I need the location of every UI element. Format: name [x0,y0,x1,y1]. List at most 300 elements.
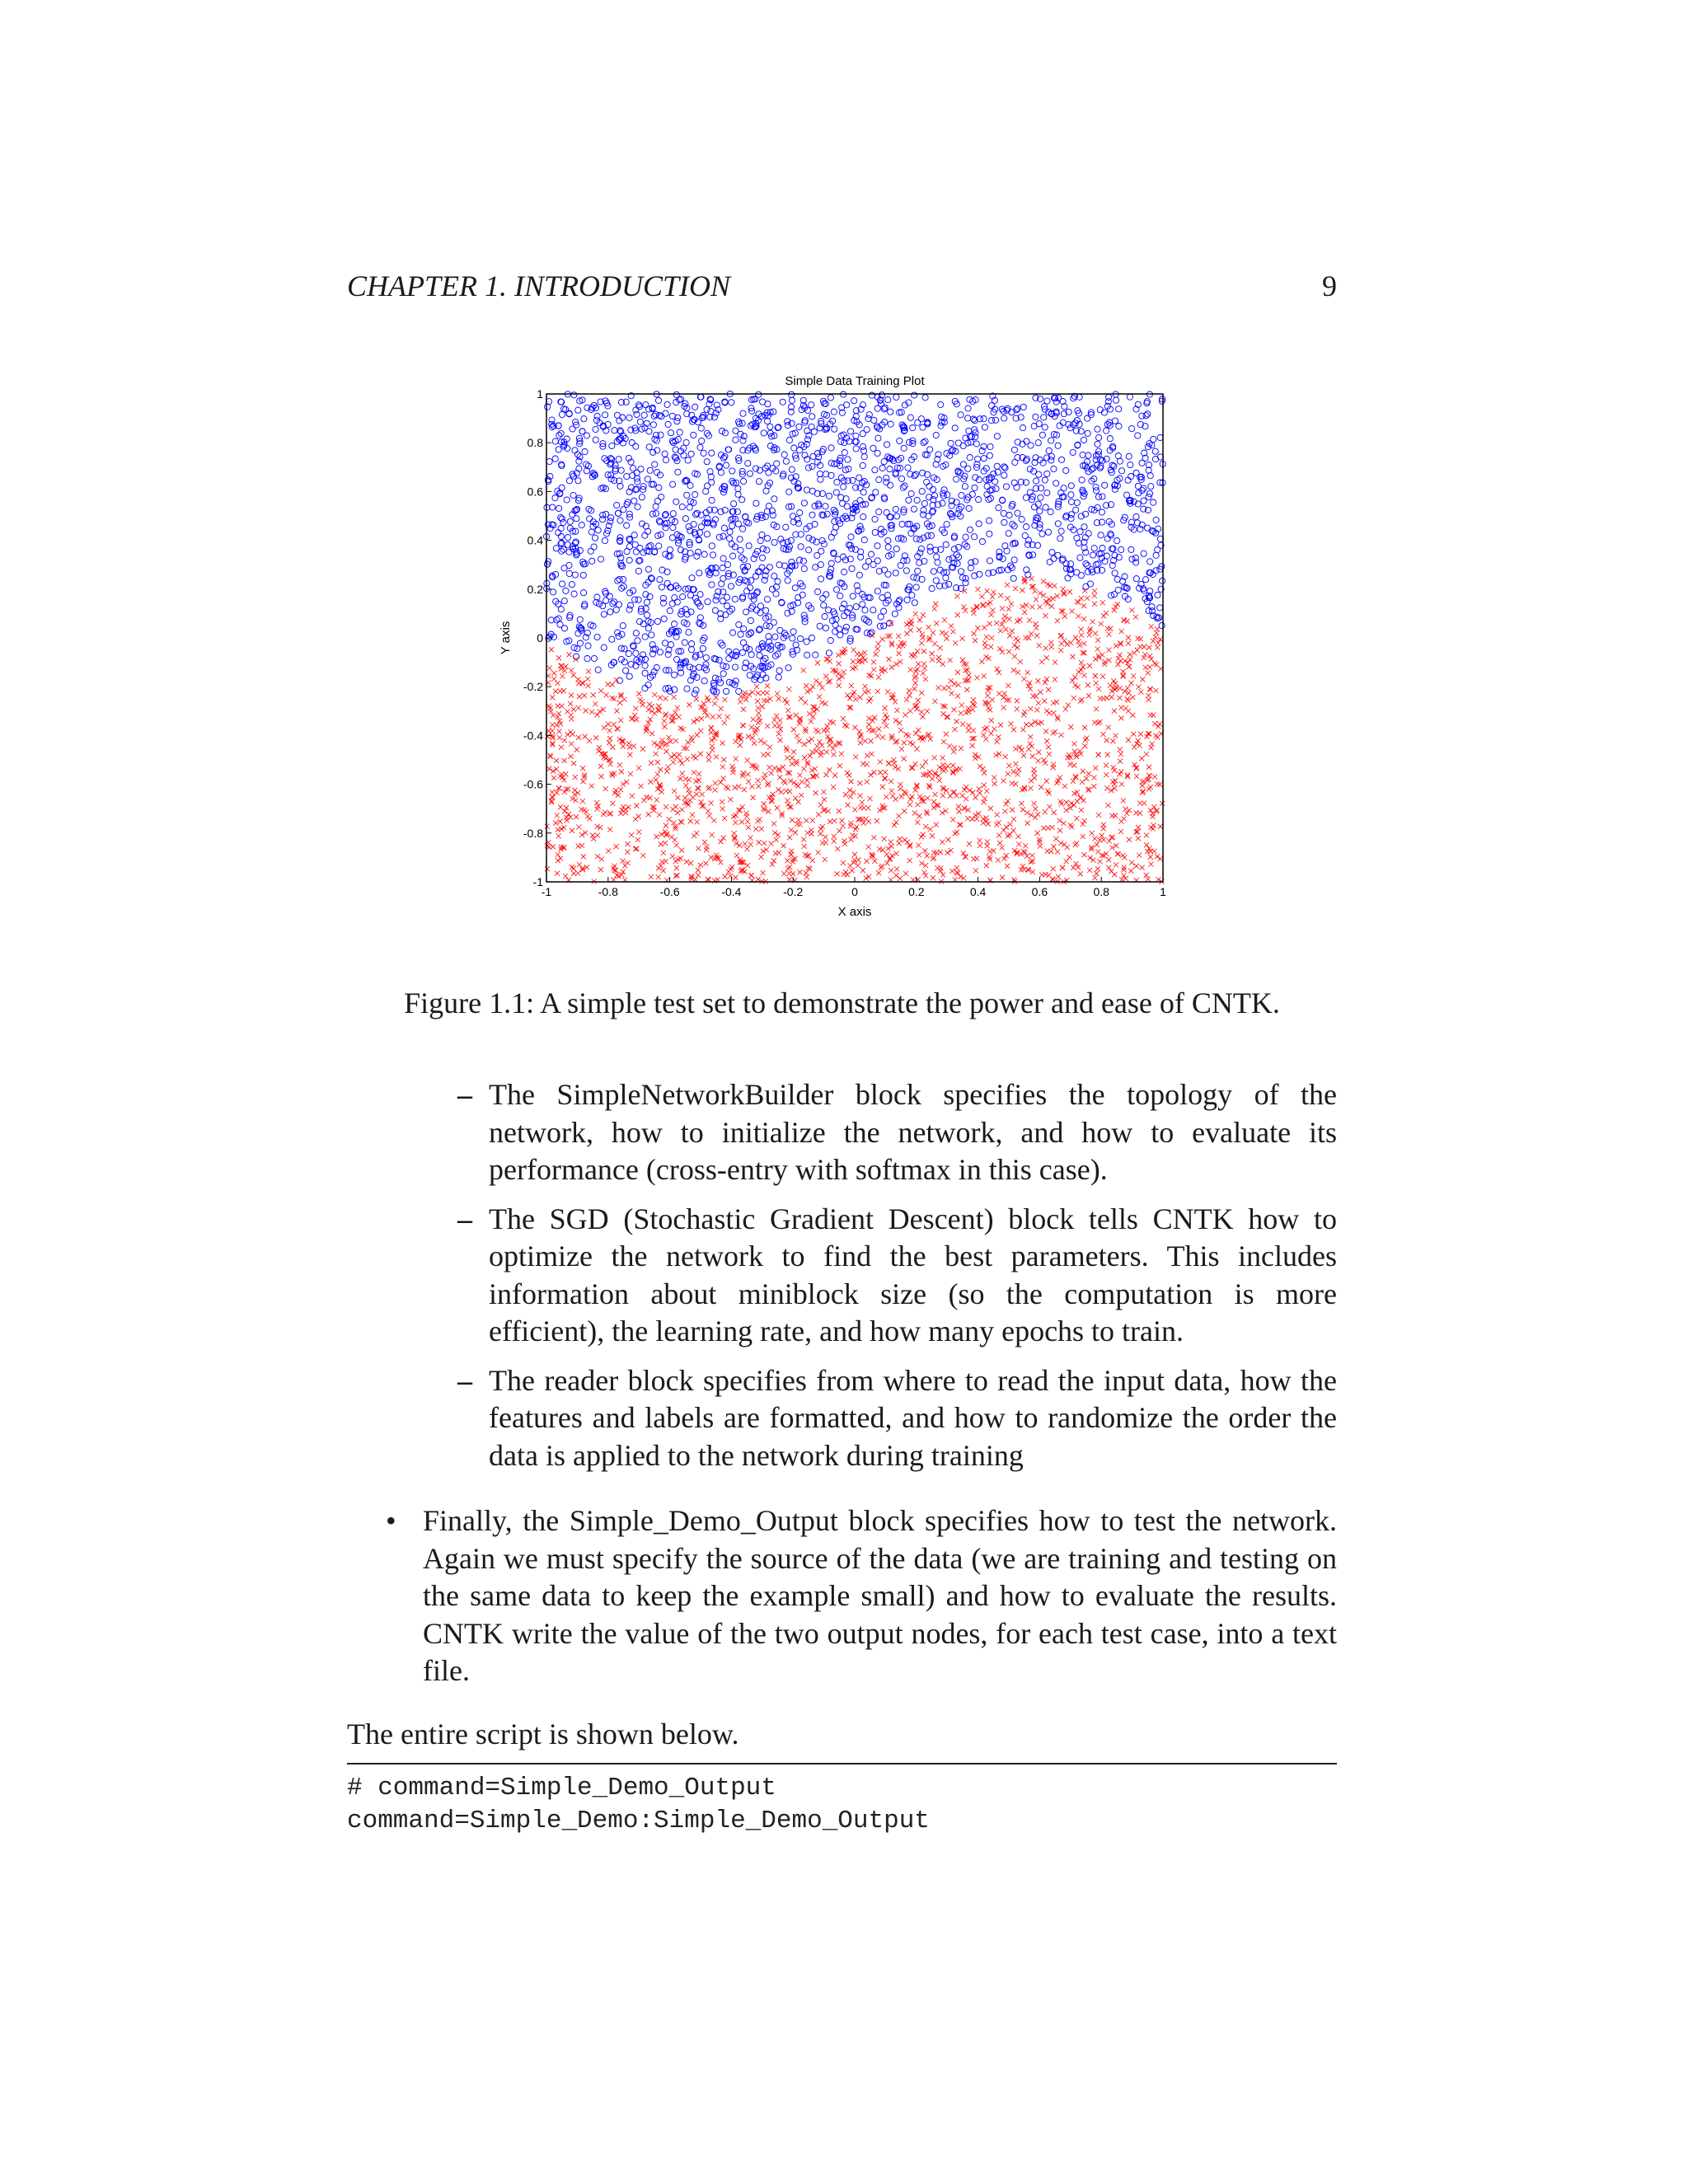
data-point-circle [569,582,574,588]
data-point-cross [925,795,930,800]
data-point-circle [821,541,827,547]
data-point-cross [884,852,889,857]
data-point-cross [805,831,810,836]
data-point-cross [738,733,743,738]
data-point-cross [1038,690,1043,695]
data-point-cross [1068,724,1073,729]
data-point-cross [656,865,661,870]
data-point-cross [894,866,899,871]
data-point-circle [607,609,613,615]
data-point-circle [1042,424,1048,430]
data-point-circle [757,603,763,609]
data-point-cross [932,755,937,760]
data-point-cross [757,715,762,720]
data-point-cross [1121,799,1126,804]
data-point-cross [648,795,653,800]
data-point-cross [858,740,863,745]
data-point-cross [570,828,574,833]
data-point-circle [724,462,729,468]
data-point-circle [1129,556,1135,562]
data-point-cross [942,617,947,622]
data-point-cross [799,793,804,798]
data-point-circle [1074,569,1080,575]
data-point-cross [932,641,937,646]
data-point-circle [556,530,561,536]
data-point-circle [828,472,834,478]
data-point-cross [876,727,881,732]
data-point-cross [682,795,687,800]
data-point-circle [1124,492,1130,498]
data-point-cross [865,753,870,758]
data-point-circle [687,593,693,598]
data-point-circle [796,424,802,429]
data-point-circle [1046,448,1052,453]
data-point-cross [794,782,799,787]
data-point-circle [703,489,709,494]
data-point-cross [1123,876,1128,881]
data-point-cross [1081,641,1086,646]
data-point-cross [566,812,571,817]
data-point-circle [595,667,601,673]
data-point-cross [771,821,776,826]
data-point-cross [1106,857,1111,862]
data-point-circle [989,403,995,409]
data-point-cross [696,868,701,873]
data-point-circle [958,569,964,574]
data-point-cross [897,651,902,656]
data-point-circle [635,638,640,644]
data-point-circle [720,671,726,677]
data-point-cross [1134,810,1139,815]
data-point-cross [956,682,961,687]
data-point-cross [1081,834,1085,839]
data-point-cross [992,590,996,595]
data-point-circle [637,419,643,424]
data-point-circle [642,656,648,662]
data-point-cross [1011,769,1016,774]
data-point-cross [1048,849,1053,854]
data-point-cross [1013,586,1018,591]
data-point-circle [672,595,678,601]
data-point-circle [765,536,771,541]
data-point-cross [1155,735,1160,740]
data-point-cross [842,841,847,846]
data-point-circle [564,497,570,503]
data-point-circle [1081,437,1086,443]
data-point-circle [745,461,751,466]
data-point-cross [848,794,853,799]
data-point-circle [631,466,636,471]
data-point-cross [875,689,880,694]
data-point-circle [885,544,891,550]
data-point-cross [1037,837,1042,842]
data-point-cross [1015,638,1020,643]
data-point-circle [556,447,561,452]
data-point-circle [732,596,738,602]
data-point-circle [765,401,771,407]
data-point-circle [635,479,640,485]
data-point-cross [669,835,674,840]
data-point-cross [872,715,877,720]
data-point-circle [684,492,690,498]
data-point-circle [763,488,769,494]
data-point-cross [852,725,857,730]
data-point-cross [917,627,921,632]
data-point-cross [1001,778,1006,783]
data-point-circle [1001,472,1007,478]
data-point-cross [1092,602,1097,607]
data-point-cross [1074,816,1079,821]
data-point-cross [692,719,696,724]
data-point-circle [869,392,874,398]
data-point-circle [818,561,823,567]
data-point-cross [1077,643,1082,648]
data-point-cross [687,791,692,796]
data-point-circle [591,544,597,550]
data-point-cross [1100,653,1104,658]
data-point-circle [1153,568,1159,574]
data-point-cross [1055,618,1060,623]
data-point-cross [1081,798,1086,803]
data-point-cross [726,869,731,874]
data-point-cross [571,673,576,677]
data-point-cross [898,728,903,733]
data-point-cross [928,827,933,832]
data-point-cross [1113,681,1118,686]
data-point-circle [994,463,1000,469]
data-point-cross [978,843,982,848]
data-point-cross [1009,602,1014,607]
data-point-cross [1030,754,1035,759]
data-point-circle [1068,571,1074,577]
data-point-cross [748,836,753,841]
data-point-cross [678,726,683,731]
data-point-cross [766,752,771,757]
data-point-cross [562,790,567,794]
data-point-cross [1019,801,1024,806]
data-point-cross [1078,795,1083,800]
data-point-cross [949,678,954,683]
data-point-circle [697,444,703,450]
data-point-cross [931,630,935,635]
data-point-cross [659,841,663,846]
data-point-cross [682,746,687,751]
data-point-cross [904,631,909,636]
data-point-circle [874,588,880,594]
chapter-title: CHAPTER 1. INTRODUCTION [347,269,731,302]
data-point-circle [924,479,930,485]
data-point-cross [1146,671,1151,676]
data-point-cross [1016,767,1021,772]
data-point-cross [1110,738,1115,743]
data-point-circle [842,628,848,634]
data-point-circle [921,500,927,506]
data-point-cross [812,709,817,714]
data-point-cross [602,725,607,730]
data-point-circle [664,401,670,407]
data-point-circle [1146,494,1151,499]
data-point-circle [655,397,661,403]
data-point-cross [815,729,820,734]
data-point-circle [878,614,884,620]
data-point-cross [866,845,871,850]
data-point-circle [898,563,903,569]
data-point-circle [1014,485,1020,490]
figure-caption: Figure 1.1: A simple test set to demonstrate the power and ease of CNTK. [404,987,1280,1019]
data-point-cross [696,846,701,851]
data-point-circle [875,435,881,441]
data-point-circle [552,438,558,444]
data-point-circle [1005,405,1010,411]
y-tick-label: -1 [532,875,543,888]
data-point-circle [616,457,621,462]
data-point-circle [731,501,737,507]
data-point-cross [1039,873,1044,878]
data-point-circle [601,644,607,650]
data-point-cross [1017,745,1022,750]
data-point-circle [708,474,714,480]
data-point-cross [1104,738,1109,743]
data-point-cross [568,815,573,820]
data-point-cross [889,779,893,784]
data-point-circle [907,439,912,445]
data-point-cross [567,652,572,657]
data-point-cross [1129,607,1134,612]
data-point-cross [921,649,926,654]
data-point-cross [1005,864,1010,869]
data-point-cross [989,612,994,617]
data-point-circle [670,525,676,531]
data-point-cross [1047,597,1052,602]
data-point-circle [877,623,883,629]
data-point-cross [1158,637,1163,642]
data-point-cross [663,804,668,809]
data-point-circle [809,512,815,518]
data-point-circle [1085,415,1090,421]
data-point-cross [760,704,765,709]
page-number: 9 [1322,269,1337,302]
data-point-cross [827,767,832,772]
data-point-circle [885,571,891,577]
data-point-circle [806,547,812,553]
data-point-circle [954,476,959,482]
data-point-cross [738,743,743,748]
data-point-cross [883,776,888,781]
data-point-cross [1097,837,1102,842]
data-point-cross [582,693,587,698]
data-point-cross [1060,865,1065,870]
data-point-cross [907,688,912,693]
data-point-cross [636,691,641,696]
data-point-circle [844,402,850,408]
data-point-cross [1029,631,1034,636]
x-tick-label: 0.8 [1093,885,1109,898]
data-point-cross [1094,681,1099,686]
data-point-cross [988,644,993,649]
data-point-circle [814,552,820,558]
data-point-circle [572,448,578,453]
data-point-cross [636,766,641,771]
data-point-cross [1052,583,1057,588]
data-point-cross [714,754,719,759]
data-point-cross [978,790,982,795]
data-point-circle [593,535,598,541]
data-point-cross [599,857,604,862]
data-point-cross [1107,839,1112,844]
data-point-circle [853,485,859,490]
data-point-circle [1096,434,1102,440]
data-point-circle [965,415,971,421]
data-point-cross [1033,621,1038,626]
data-point-circle [893,471,898,477]
data-point-cross [994,621,999,626]
data-point-cross [742,693,747,698]
data-point-cross [1106,803,1111,808]
data-point-circle [709,450,715,456]
data-point-cross [769,771,774,776]
data-point-cross [677,752,682,757]
data-point-cross [757,818,762,823]
data-point-circle [739,497,745,503]
data-point-circle [693,687,699,693]
data-point-circle [735,485,741,491]
data-point-cross [688,860,693,865]
data-point-cross [654,777,659,782]
data-point-circle [801,566,807,572]
data-point-circle [681,452,687,458]
data-point-cross [983,737,988,742]
data-point-circle [593,437,598,443]
data-point-cross [1093,766,1098,771]
data-point-cross [625,850,630,855]
data-point-cross [1002,614,1007,619]
data-point-cross [1002,691,1007,696]
data-point-circle [853,446,859,452]
data-point-cross [1146,645,1151,650]
data-point-cross [945,764,950,769]
data-point-cross [573,775,578,780]
data-point-circle [849,565,855,571]
data-point-cross [1080,780,1085,785]
data-point-cross [1003,754,1008,759]
data-point-cross [1133,615,1138,620]
data-point-cross [913,674,918,679]
data-point-cross [700,792,705,797]
data-point-cross [621,859,626,864]
data-point-cross [785,701,790,705]
data-point-cross [785,866,790,871]
data-point-cross [1051,762,1056,767]
data-point-circle [1090,552,1096,558]
data-point-circle [633,650,639,656]
data-point-cross [1136,825,1141,830]
x-ticks [542,877,1166,898]
data-point-cross [1094,706,1099,711]
data-point-cross [1006,607,1011,612]
data-point-circle [832,518,837,524]
data-point-cross [576,735,581,740]
data-point-circle [566,549,572,555]
data-point-circle [1068,483,1074,489]
data-point-cross [994,823,999,827]
data-point-circle [698,425,704,431]
data-point-cross [875,733,880,738]
data-point-cross [996,833,1001,838]
data-point-cross [745,819,750,824]
data-point-cross [558,819,563,824]
data-point-circle [1085,531,1091,537]
data-point-circle [946,556,952,562]
data-point-cross [634,717,639,722]
data-point-cross [996,691,1001,696]
data-point-circle [948,440,954,446]
data-point-cross [675,810,680,815]
data-point-circle [741,434,747,439]
data-point-cross [866,819,871,824]
data-point-cross [973,795,978,800]
data-point-circle [1077,529,1083,535]
data-point-circle [575,478,581,484]
data-point-cross [1034,694,1039,699]
data-point-circle [738,547,743,553]
data-point-cross [1078,871,1083,876]
data-point-cross [835,871,840,876]
data-point-cross [587,816,592,821]
data-point-cross [777,775,782,780]
data-point-cross [772,766,777,771]
data-point-cross [842,649,847,654]
data-point-cross [883,770,888,775]
data-point-circle [652,549,658,555]
data-point-circle [1058,528,1064,534]
data-point-circle [992,479,998,485]
data-point-circle [1118,546,1124,552]
data-point-circle [809,414,815,419]
data-point-circle [1010,501,1015,507]
data-point-circle [1020,404,1026,410]
data-point-cross [781,843,786,848]
data-point-cross [882,776,887,780]
data-point-cross [1008,822,1013,827]
data-point-cross [599,774,604,779]
code-line: command=Simple_Demo:Simple_Demo_Output [347,1807,930,1835]
data-point-circle [883,600,889,606]
data-point-cross [719,839,724,844]
data-point-cross [1160,801,1165,806]
data-point-circle [762,577,767,583]
data-point-cross [926,625,931,630]
data-point-circle [921,439,926,445]
data-point-circle [627,602,633,608]
data-point-cross [1157,782,1162,787]
data-point-cross [1148,855,1153,860]
data-point-circle [639,494,645,500]
data-point-cross [584,708,588,713]
data-point-cross [1119,819,1124,824]
data-point-cross [556,704,560,709]
data-point-cross [686,803,691,808]
data-point-circle [834,480,840,485]
data-point-cross [853,754,858,759]
data-point-circle [1004,484,1010,490]
data-point-circle [739,594,745,600]
data-point-cross [1098,859,1103,864]
data-point-cross [579,843,584,848]
data-point-cross [752,741,757,746]
data-point-circle [631,498,637,504]
data-point-cross [1086,771,1091,776]
data-point-circle [570,492,576,498]
